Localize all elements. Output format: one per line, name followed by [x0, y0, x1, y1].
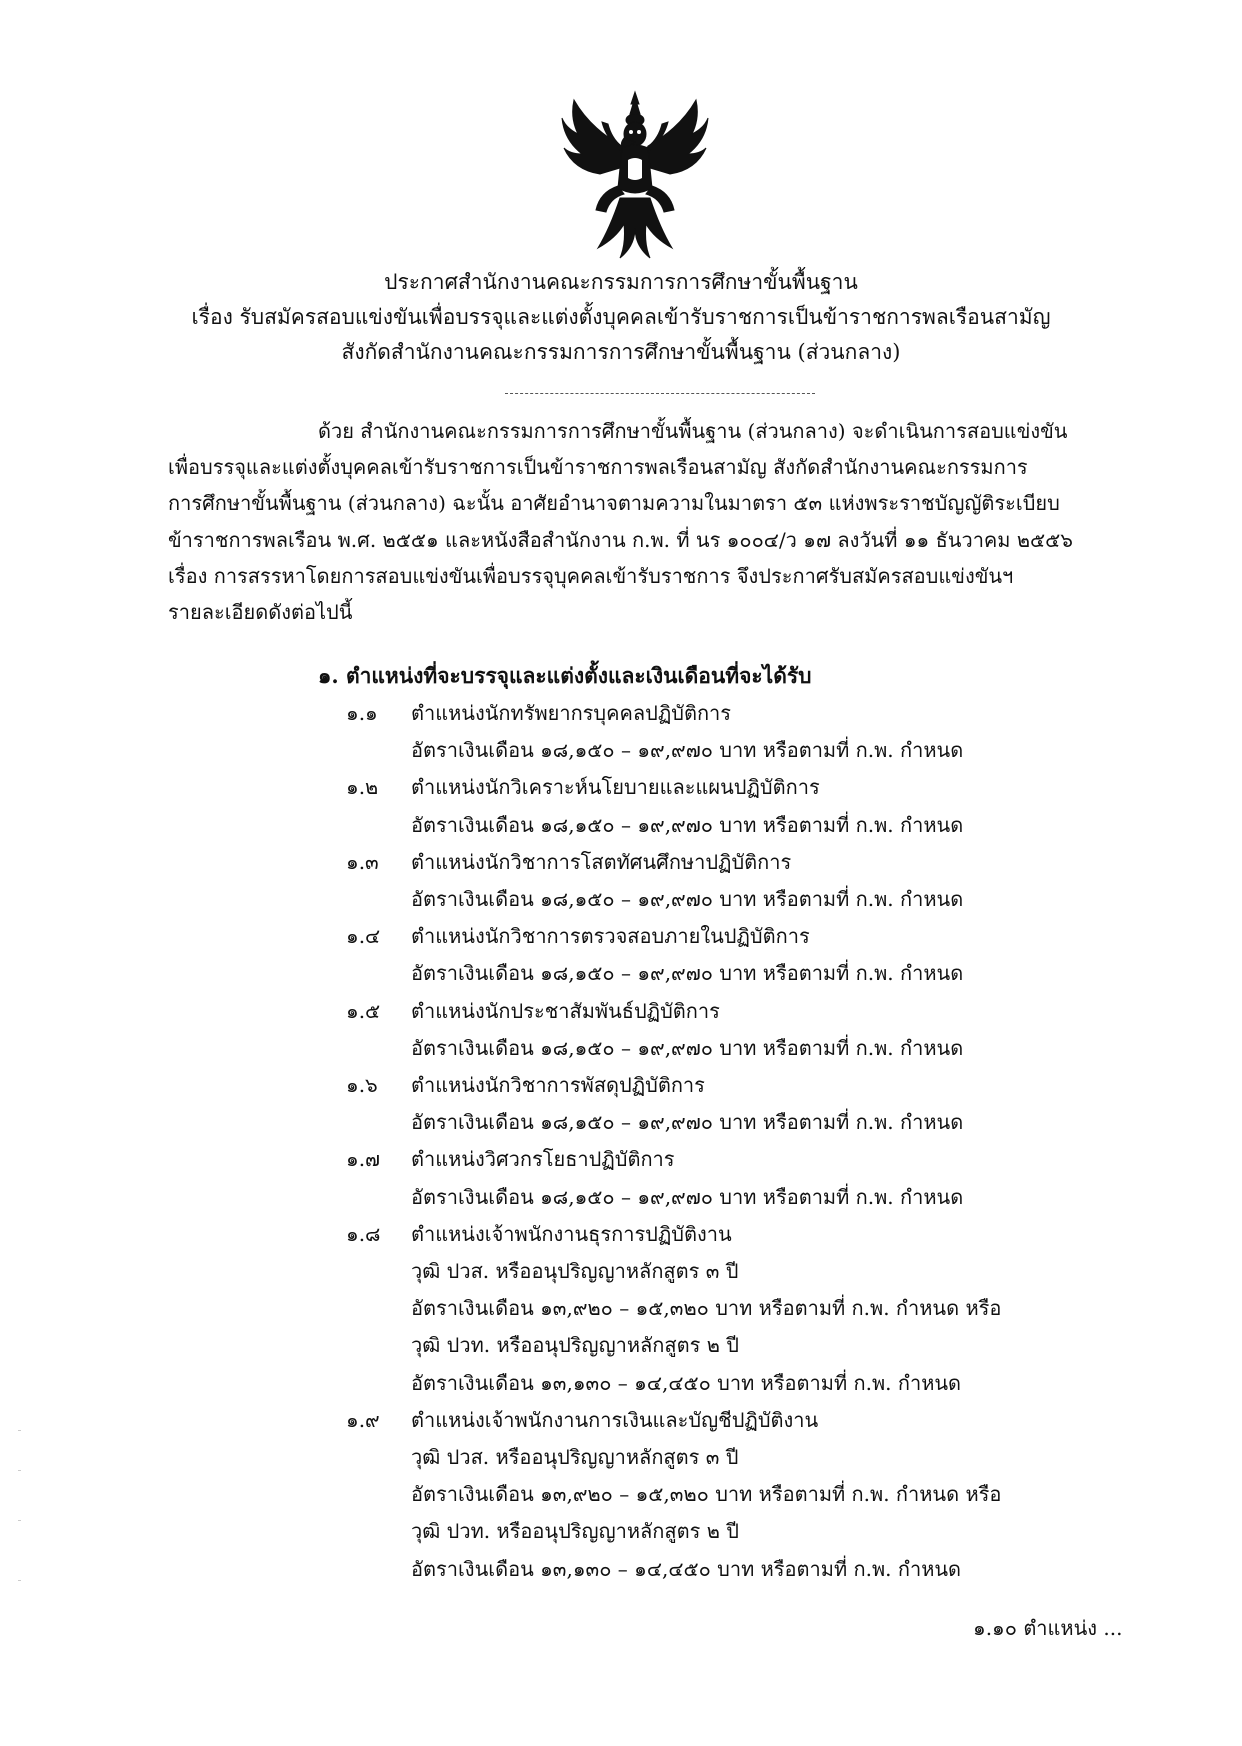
position-detail: วุฒิ ปวส. หรืออนุปริญญาหลักสูตร ๓ ปี	[411, 1445, 739, 1470]
position-item	[346, 695, 1206, 732]
garuda-emblem-icon	[560, 88, 710, 260]
position-item	[346, 918, 1206, 955]
position-detail: อัตราเงินเดือน ๑๘,๑๕๐ – ๑๙,๙๗๐ บาท หรือตามที่ ก.พ. กำหนด	[411, 1035, 964, 1060]
intro-line: รายละเอียดดังต่อไปนี้	[168, 600, 353, 625]
position-title: ตำแหน่งนักประชาสัมพันธ์ปฏิบัติการ	[411, 998, 720, 1023]
scan-artifact	[18, 1580, 21, 1581]
continuation-marker: ๑.๑๐ ตำแหน่ง ...	[973, 1616, 1123, 1640]
position-title: ตำแหน่งนักทรัพยากรบุคคลปฏิบัติการ	[411, 701, 732, 725]
position-number: ๑.๔	[346, 924, 381, 949]
position-detail: อัตราเงินเดือน ๑๓,๙๒๐ – ๑๕,๓๒๐ บาท หรือตามที่ ก.พ. กำหนด หรือ	[411, 1482, 1002, 1507]
header-line-2: เรื่อง รับสมัครสอบแข่งขันเพื่อบรรจุและแต่งตั้งบุคคลเข้ารับราชการเป็นข้าราชการพลเรือนสามัญ	[191, 305, 1051, 329]
scan-artifact	[18, 1520, 21, 1521]
position-item	[346, 1216, 1206, 1253]
intro-line: ด้วย สำนักงานคณะกรรมการการศึกษาขั้นพื้นฐาน (ส่วนกลาง) จะดำเนินการสอบแข่งขัน	[318, 419, 1068, 443]
intro-line: เรื่อง การสรรหาโดยการสอบแข่งขันเพื่อบรรจุบุคคลเข้ารับราชการ จึงประกาศรับสมัครสอบแข่งขันฯ	[168, 563, 1014, 588]
position-number: ๑.๗	[346, 1147, 381, 1172]
position-detail: อัตราเงินเดือน ๑๓,๑๓๐ – ๑๔,๔๕๐ บาท หรือตามที่ ก.พ. กำหนด	[411, 1556, 962, 1581]
position-detail: อัตราเงินเดือน ๑๘,๑๕๐ – ๑๙,๙๗๐ บาท หรือตามที่ ก.พ. กำหนด	[411, 812, 964, 837]
position-title: ตำแหน่งเจ้าพนักงานการเงินและบัญชีปฏิบัติงาน	[411, 1407, 819, 1432]
position-detail: วุฒิ ปวท. หรืออนุปริญญาหลักสูตร ๒ ปี	[411, 1333, 739, 1358]
scan-artifact	[18, 1470, 21, 1471]
position-item	[346, 993, 1206, 1030]
position-number: ๑.๒	[346, 775, 379, 800]
position-number: ๑.๓	[346, 849, 379, 874]
position-title: ตำแหน่งนักวิชาการตรวจสอบภายในปฏิบัติการ	[411, 924, 810, 949]
header-line-1: ประกาศสำนักงานคณะกรรมการการศึกษาขั้นพื้นฐาน	[384, 270, 858, 294]
position-number: ๑.๖	[346, 1073, 378, 1098]
position-detail: วุฒิ ปวส. หรืออนุปริญญาหลักสูตร ๓ ปี	[411, 1259, 739, 1284]
position-title: ตำแหน่งเจ้าพนักงานธุรการปฏิบัติงาน	[411, 1221, 732, 1246]
position-item	[346, 844, 1206, 881]
position-number: ๑.๘	[346, 1221, 381, 1246]
position-detail: อัตราเงินเดือน ๑๘,๑๕๐ – ๑๙,๙๗๐ บาท หรือตามที่ ก.พ. กำหนด	[411, 887, 964, 912]
scan-artifact	[18, 1430, 21, 1431]
header-line-3: สังกัดสำนักงานคณะกรรมการการศึกษาขั้นพื้นฐาน (ส่วนกลาง)	[341, 340, 901, 364]
position-detail: อัตราเงินเดือน ๑๘,๑๕๐ – ๑๙,๙๗๐ บาท หรือตามที่ ก.พ. กำหนด	[411, 961, 964, 986]
intro-line: เพื่อบรรจุและแต่งตั้งบุคคลเข้ารับราชการเป็นข้าราชการพลเรือนสามัญ สังกัดสำนักงานคณะกรรมการ	[168, 455, 1028, 480]
position-detail: อัตราเงินเดือน ๑๓,๙๒๐ – ๑๕,๓๒๐ บาท หรือตามที่ ก.พ. กำหนด หรือ	[411, 1296, 1002, 1321]
position-detail: อัตราเงินเดือน ๑๓,๑๓๐ – ๑๔,๔๕๐ บาท หรือตามที่ ก.พ. กำหนด	[411, 1370, 962, 1395]
section-1-title: ๑. ตำแหน่งที่จะบรรจุและแต่งตั้งและเงินเดือนที่จะได้รับ	[318, 663, 812, 688]
position-item	[346, 1402, 1206, 1439]
position-detail: อัตราเงินเดือน ๑๘,๑๕๐ – ๑๙,๙๗๐ บาท หรือตามที่ ก.พ. กำหนด	[411, 1184, 964, 1209]
position-title: ตำแหน่งนักวิชาการโสตทัศนศึกษาปฏิบัติการ	[411, 849, 792, 874]
position-title: ตำแหน่งนักวิชาการพัสดุปฏิบัติการ	[411, 1073, 705, 1098]
announcement-header	[0, 265, 1242, 370]
positions-list	[346, 695, 1206, 1588]
position-title: ตำแหน่งวิศวกรโยธาปฏิบัติการ	[411, 1147, 675, 1172]
intro-line: การศึกษาขั้นพื้นฐาน (ส่วนกลาง) ฉะนั้น อาศัยอำนาจตามความในมาตรา ๕๓ แห่งพระราชบัญญัติระเบียบ	[168, 491, 1060, 516]
position-title: ตำแหน่งนักวิเคราะห์นโยบายและแผนปฏิบัติการ	[411, 775, 820, 800]
position-item	[346, 1141, 1206, 1178]
position-detail: วุฒิ ปวท. หรืออนุปริญญาหลักสูตร ๒ ปี	[411, 1519, 739, 1544]
position-item	[346, 769, 1206, 806]
position-number: ๑.๙	[346, 1407, 380, 1432]
position-detail: อัตราเงินเดือน ๑๘,๑๕๐ – ๑๙,๙๗๐ บาท หรือตามที่ ก.พ. กำหนด	[411, 738, 964, 763]
position-item	[346, 1067, 1206, 1104]
intro-paragraph	[168, 413, 1128, 630]
position-number: ๑.๕	[346, 998, 381, 1023]
position-detail: อัตราเงินเดือน ๑๘,๑๕๐ – ๑๙,๙๗๐ บาท หรือตามที่ ก.พ. กำหนด	[411, 1110, 964, 1135]
position-number: ๑.๑	[346, 701, 378, 725]
header-divider	[505, 393, 815, 394]
intro-line: ข้าราชการพลเรือน พ.ศ. ๒๕๕๑ และหนังสือสำนักงาน ก.พ. ที่ นร ๑๐๐๔/ว ๑๗ ลงวันที่ ๑๑ ธันวาคม ๒๕๕๖	[168, 527, 1073, 552]
